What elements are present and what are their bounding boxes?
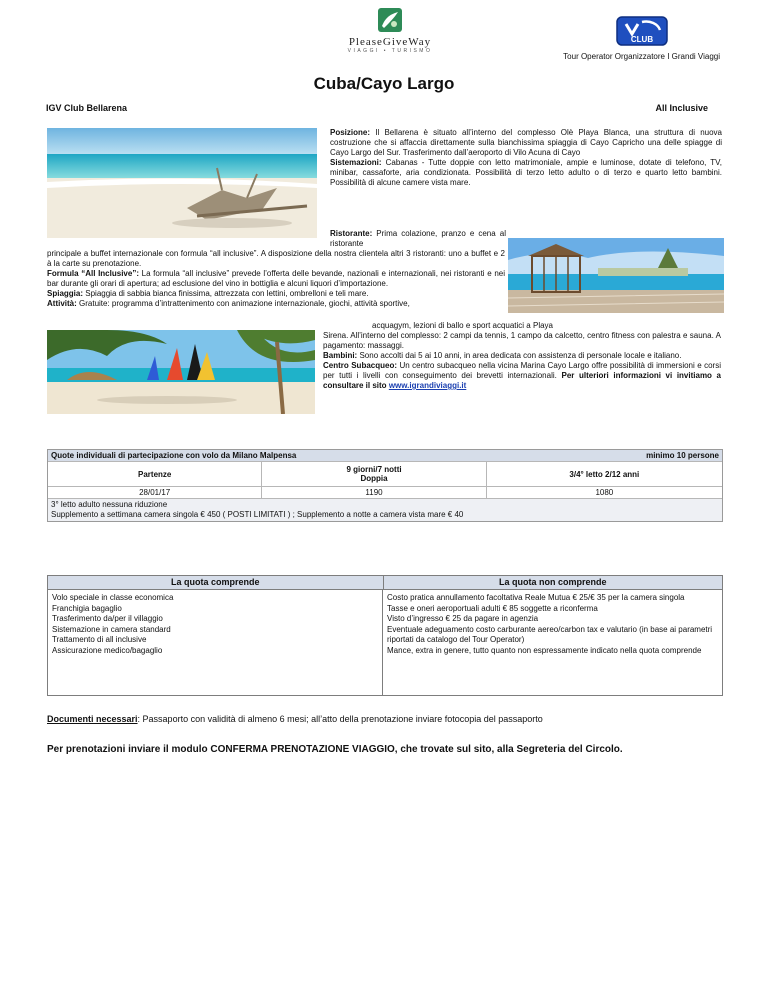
attivita-text-c: Sirena. All’interno del complesso: 2 campi da tennis, 1 campo da calcetto, centro fitness con palestra e sauna. A pagamento: massaggi. [323,331,721,350]
club-logo-text: CLUB [630,35,654,44]
documents-label: Documenti necessari [47,714,138,724]
row-bambini: 1080 [595,488,614,497]
quote-heading: Quote individuali di partecipazione con volo da Milano Malpensa [51,451,297,460]
col-doppia [262,462,486,486]
inclusions-table [47,575,723,696]
included-list [48,590,383,695]
igv-club-logo [616,16,668,46]
description-right-block [330,128,722,188]
posizione-text: Il Bellarena è situato all’interno del complesso Olè Playa Blanca, una struttura di nuova costruzione che si affaccia direttamente sulla bianchissima spiaggia di Cayo Capricho una delle spiagge di Cayo Largo del Sur. Trasferimento dall’aeroporto di Vilo Acuna di Cayo [330,128,722,157]
posizione-label: Posizione: [330,128,371,137]
list-item: Trasferimento da/per il villaggio [52,614,163,623]
quote-columns [48,461,722,486]
brand-subtitle: VIAGGI • TURISMO [347,48,433,54]
table-row [48,486,722,498]
beach-driftwood-photo [47,128,317,238]
description-bottom-block [323,331,721,391]
attivita-text-a: Gratuite: programma d’intrattenimento con animazione internazionale, giochi, attività sportive, [79,299,410,308]
ristorante-text-b: principale a buffet internazionale con formula “all inclusive”. A disposizione della nostra clientela altri 3 ristoranti: uno a buffet e 2 à la carte su prenotazione. [47,249,505,268]
min-people: minimo 10 persone [646,451,719,460]
inclusions-header [48,576,722,589]
brand-name: PleaseGiveWay [348,36,432,48]
info-text: Per ulteriori informazioni vi invitiamo a consultare il sito [323,371,721,390]
list-item: Assicurazione medico/bagaglio [52,645,163,655]
row-doppia: 1190 [262,487,486,498]
quote-note-1: 3° letto adulto nessuna riduzione [51,500,168,509]
quote-note-2: Supplemento a settimana camera singola € 450 ( POSTI LIMITATI ) ; Supplemento a notte a camera vista mare € 40 [51,510,464,519]
list-item: Costo pratica annullamento facoltativa Reale Mutua € 25/€ 35 per la camera singola [387,593,685,602]
list-item: Visto d’ingresso € 25 da pagare in agenzia [387,614,539,623]
list-item: Tasse e oneri aeroportuali adulti € 85 soggette a riconferma [387,603,598,613]
list-item: Franchigia bagaglio [52,603,122,613]
attivita-label: Attività: [47,299,77,308]
excluded-title: La quota non comprende [498,577,607,587]
col-duration: 9 giorni/7 notti [346,465,402,474]
treatment-label: All Inclusive [655,103,708,113]
pleasegiveway-logo [330,6,450,62]
quote-table [47,449,723,522]
hotel-name: IGV Club Bellarena [46,103,128,113]
sistemazioni-label: Sistemazioni: [330,158,382,167]
sub-label: Centro Subacqueo: [323,361,398,370]
description-left-block [47,249,505,309]
col-bambini: 3/4° letto 2/12 anni [569,469,640,479]
bambini-label: Bambini: [323,351,358,360]
included-title: La quota comprende [48,576,384,589]
sub-text: Un centro subacqueo nella vicina Marina Cayo Largo offre possibilità di immersioni e corsi per tutti i livelli con conseguimento dei brevetti internazionali. [323,361,722,380]
bambini-text: Sono accolti dai 5 ai 10 anni, in area dedicata con assistenza di personale locale e italiano. [359,351,682,360]
col-doppia-label: Doppia [360,474,388,483]
spiaggia-text: Spiaggia di sabbia bianca finissima, attrezzata con lettini, ombrelloni e teli mare. [85,289,369,298]
documents-text: : Passaporto con validità di almeno 6 mesi; all’atto della prenotazione inviare fotocopia del passaporto [137,714,543,724]
ristorante-label: Ristorante: [330,229,373,238]
pool-gazebo-photo [508,238,724,313]
inclusions-body [48,589,722,695]
spiaggia-label: Spiaggia: [47,289,84,298]
sistemazioni-text: Cabanas - Tutte doppie con letto matrimoniale, ampie e luminose, dotate di telefono, TV, minibar, cassaforte, aria condizionata. Possibilità di terzo letto adulto o di terzo e quarto letto bambini. Possibilità di alcune camere vista mare. [330,158,722,187]
ristorante-text-a: Prima colazione, pranzo e cena al ristorante [330,229,506,248]
col-partenze: Partenze [48,462,262,486]
documents-line [47,714,543,724]
list-item: Trattamento di all inclusive [52,635,147,644]
beach-catamarans-photo [47,330,315,414]
list-item: Mance, extra in genere, tutto quanto non espressamente indicato nella quota comprende [387,645,702,655]
quote-table-header [48,450,722,461]
quote-notes [48,498,722,521]
attivita-line-b: acquagym, lezioni di ballo e sport acquatici a Playa [372,321,553,330]
website-link[interactable]: www.igrandiviaggi.it [388,381,467,390]
formula-label: Formula “All Inclusive”: [47,269,139,278]
pleasegiveway-emblem-icon [376,6,404,34]
booking-line: Per prenotazioni inviare il modulo CONFERMA PRENOTAZIONE VIAGGIO, che trovate sul sito, alla Segreteria del Circolo. [47,744,623,755]
operator-line: Tour Operator Organizzatore I Grandi Viaggi [563,52,720,61]
excluded-list [383,590,722,695]
list-item: Eventuale adeguamento costo carburante aereo/carbon tax e valutario (in base ai parametri riportati da catalogo del Tour Operator) [387,624,713,644]
row-date: 28/01/17 [48,487,262,498]
formula-text: La formula “all inclusive” prevede l’offerta delle bevande, nazionali e internazionali, nei ristoranti e nei bar durante gli orari di apertura; ad esclusione del vino in bottiglia e alcuni liquori d’importazione. [47,269,505,288]
ristorante-block [330,229,506,249]
list-item: Sistemazione in camera standard [52,624,171,634]
page-title: Cuba/Cayo Largo [313,74,455,93]
list-item: Volo speciale in classe economica [52,593,174,602]
